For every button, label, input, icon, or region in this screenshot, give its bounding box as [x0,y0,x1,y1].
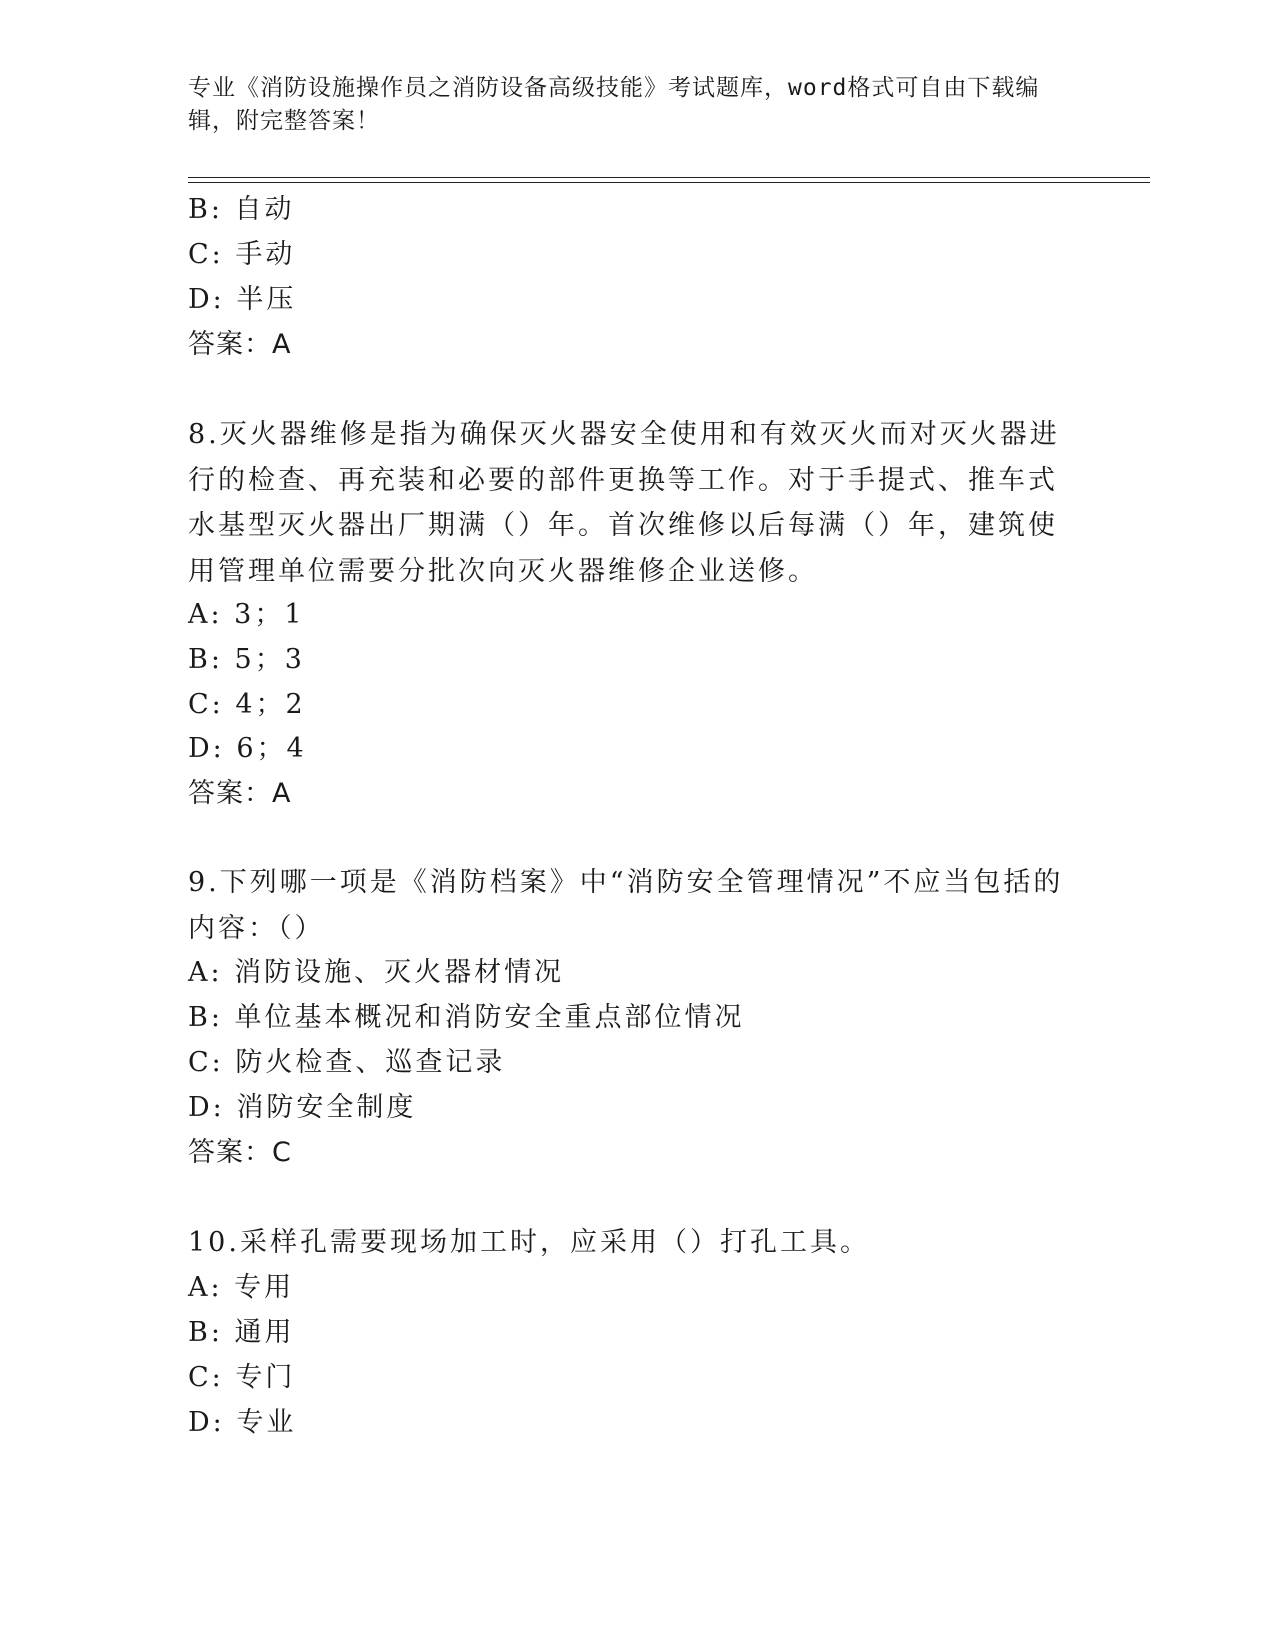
q9-option-c: C: 防火检查、巡查记录 [188,1047,506,1078]
q9-answer: 答案：C [188,1137,292,1168]
q10-option-d: D: 专业 [188,1407,297,1438]
q8-option-c: C: 4；2 [188,689,306,720]
q8-option-b: B: 5；3 [188,644,305,675]
q8-option-a: A: 3；1 [188,599,305,630]
document-header: 专业《消防设施操作员之消防设备高级技能》考试题库，word格式可自由下载编辑，附完整答案！ [188,75,1040,134]
q7-option-b: B: 自动 [188,194,295,225]
q8-answer: 答案：A [188,778,292,809]
q7-answer: 答案：A [188,329,292,360]
q7-option-d: D: 半压 [188,284,297,315]
header-divider-top [188,177,1150,178]
q9-question: 9.下列哪一项是《消防档案》中“消防安全管理情况”不应当包括的内容：（） [188,867,1064,944]
q9-option-b: B: 单位基本概况和消防安全重点部位情况 [188,1002,745,1033]
q8-question: 8.灭火器维修是指为确保灭火器安全使用和有效灭火而对灭火器进行的检查、再充装和必要的部件更换等工作。对于手提式、推车式水基型灭火器出厂期满（）年。首次维修以后每满（）年，建筑使用管理单位需要分批次向灭火器维修企业送修。 [188,419,1060,587]
q7-option-c: C: 手动 [188,239,296,270]
q10-option-b: B: 通用 [188,1317,295,1348]
q9-option-d: D: 消防安全制度 [188,1092,417,1123]
q8-option-d: D: 6；4 [188,733,307,764]
header-divider-bottom [188,182,1150,183]
q10-option-c: C: 专门 [188,1362,296,1393]
q10-question: 10.采样孔需要现场加工时，应采用（）打孔工具。 [188,1227,870,1258]
q9-option-a: A: 消防设施、灭火器材情况 [188,957,565,988]
q10-option-a: A: 专用 [188,1272,295,1303]
